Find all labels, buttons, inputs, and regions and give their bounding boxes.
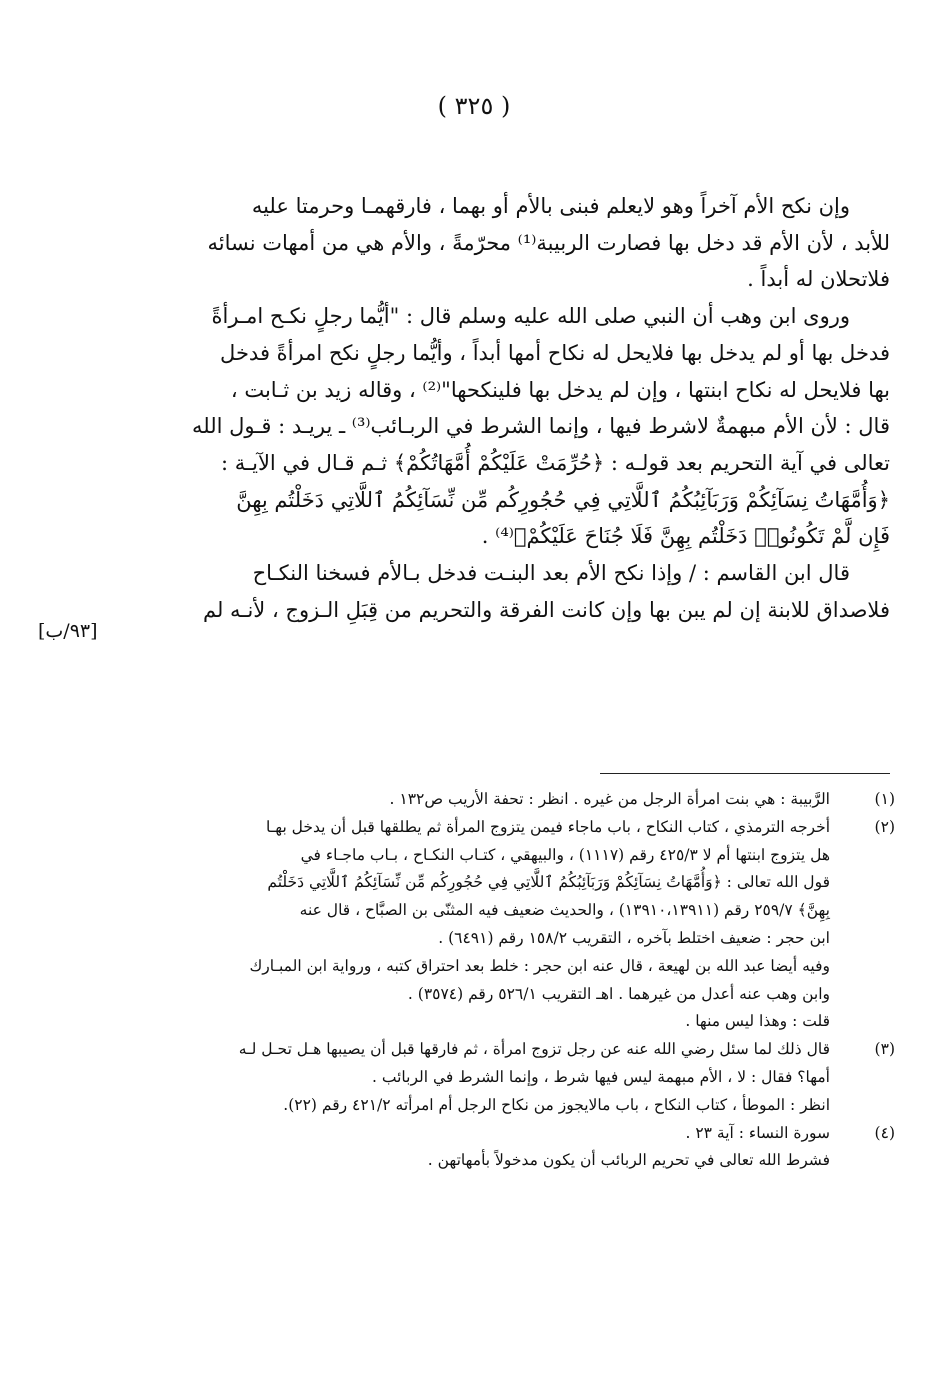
footnote-line: انظر : الموطأ ، كتاب النكاح ، باب مالايجوز من نكاح الرجل أم امرأته ٤٢١/٢ رقم (٢٢). (283, 1095, 830, 1114)
footnote-line: فشرط الله تعالى في تحريم الربائب أن يكون مدخولاً بأمهاتهن . (427, 1151, 830, 1170)
text-line: فلاتحلان له أبداً . (747, 267, 890, 292)
footnote-3 (150, 1036, 895, 1119)
text-line: تعالى في آية التحريم بعد قولـه : ﴿حُرِّمَتْ عَلَيْكُمْ أُمَّهَاتُكُمْ﴾ ثـم قـال في الآيـة : (220, 450, 890, 475)
footnote-2 (150, 814, 895, 1036)
footnote-line: ابن حجر : ضعيف اختلط بآخره ، التقريب ١٥٨/٢ رقم (٦٤٩١) . (438, 928, 830, 947)
footnote-line: بِهِنَّ﴾ ٢٥٩/٧ رقم (١٣٩١٠،١٣٩١١) ، والحديث ضعيف فيه المثنّى بن الصبَّاح ، قال عنه (299, 901, 830, 920)
main-text (145, 188, 890, 628)
footnote-number: (٢) (874, 817, 895, 836)
page-number: ( ٣٢٥ ) (437, 92, 511, 120)
footnote-line: وابن وهب عنه أعدل من غيرهما . اهـ التقريب ٥٢٦/١ رقم (٣٥٧٤) . (407, 984, 830, 1003)
text-line: فدخل بها أو لم يدخل بها فلايحل له نكاح أمها أبداً ، وأيُّما رجلٍ نكح امرأةً فدخل (220, 340, 890, 365)
folio-marker: [٩٣/ب] (38, 620, 98, 642)
text-line: وروى ابن وهب أن النبي صلى الله عليه وسلم قال : "أيُّما رجلٍ نكـح امـرأةً (211, 304, 850, 329)
footnote-line: وفيه أيضا عبد الله بن لهيعة ، قال عنه ابن حجر : خلط بعد احتراق كتبه ، ورواية ابن المبـارك (249, 956, 830, 975)
text-line: قال ابن القاسم : / وإذا نكح الأم بعد البنـت فدخل بـالأم فسخنا النكـاح (252, 561, 850, 586)
footnote-4 (150, 1120, 895, 1176)
text-line: وإن نكح الأم آخراً وهو لايعلم فبنى بالأم أو بهما ، فارقهمـا وحرمتا عليه (251, 194, 850, 218)
footnote-number: (٤) (874, 1123, 895, 1142)
text-line: قال : لأن الأم مبهمةٌ لاشرط فيها ، وإنما الشرط في الربـائب⁽³⁾ ـ يريـد : قـول الله (192, 414, 890, 439)
footnote-line: أمها؟ فقال : لا ، الأم مبهمة ليس فيها شرط ، وإنما الشرط في الربائب . (372, 1067, 830, 1086)
quran-verse-line: فَإِن لَّمْ تَكُونُوا۟ دَخَلْتُم بِهِنَّ فَلَا جُنَاحَ عَلَيْكُمْ﴾⁽⁴⁾ . (481, 524, 890, 549)
footnote-separator (600, 773, 890, 774)
footnote-line: الرَّبيبة : هي بنت امرأة الرجل من غيره . انظر : تحفة الأريب ص١٣٢ . (389, 790, 830, 808)
footnote-line: سورة النساء : آية ٢٣ . (685, 1123, 830, 1142)
text-line: فلاصداق للابنة إن لم يبن بها وإن كانت الفرقة والتحريم من قِبَلِ الـزوج ، لأنـه لم (202, 597, 890, 622)
footnote-number: (١) (874, 790, 895, 808)
footnote-number: (٣) (874, 1040, 895, 1059)
footnote-line: قلت : وهذا ليس منها . (685, 1012, 830, 1031)
quran-verse-line: ﴿وَأُمَّهَاتُ نِسَآئِكُمْ وَرَبَآئِبُكُمُ ٱللَّاتِي فِي حُجُورِكُم مِّن نِّسَآئِكُمُ ٱللَّاتِي دَخَلْتُم بِهِنَّ (236, 487, 890, 512)
footnote-1 (150, 786, 895, 814)
footnote-line: قال ذلك لما سئل رضي الله عنه عن رجل تزوج امرأة ، ثم فارقها قبل أن يصيبها هـل تحـل لـه (238, 1040, 830, 1059)
footnote-line: أخرجه الترمذي ، كتاب النكاح ، باب ماجاء فيمن يتزوج المرأة ثم يطلقها قبل أن يدخل بهـا (266, 817, 830, 836)
text-line: للأبد ، لأن الأم قد دخل بها فصارت الربيبة⁽¹⁾ محرّمةً ، والأم هي من أمهات نسائه (207, 230, 890, 255)
footnote-line: قول الله تعالى : ﴿وَأُمَّهَاتُ نِسَآئِكُمْ وَرَبَآئِبُكُمُ ٱللَّاتِي فِي حُجُورِكُم مِّن نِّسَآئِكُمُ ٱللَّاتِي دَخَلْتُم (267, 873, 830, 892)
text-line: بها فلايحل له نكاح ابنتها ، وإن لم يدخل بها فلينكحها"⁽²⁾ ، وقاله زيد بن ثـابت ، (230, 377, 890, 402)
footnotes (150, 786, 895, 1175)
footnote-line: هل يتزوج ابنتها أم لا ٤٢٥/٣ رقم (١١١٧) ، والبيهقي ، كتـاب النكـاح ، بـاب ماجـاء في (300, 845, 830, 864)
